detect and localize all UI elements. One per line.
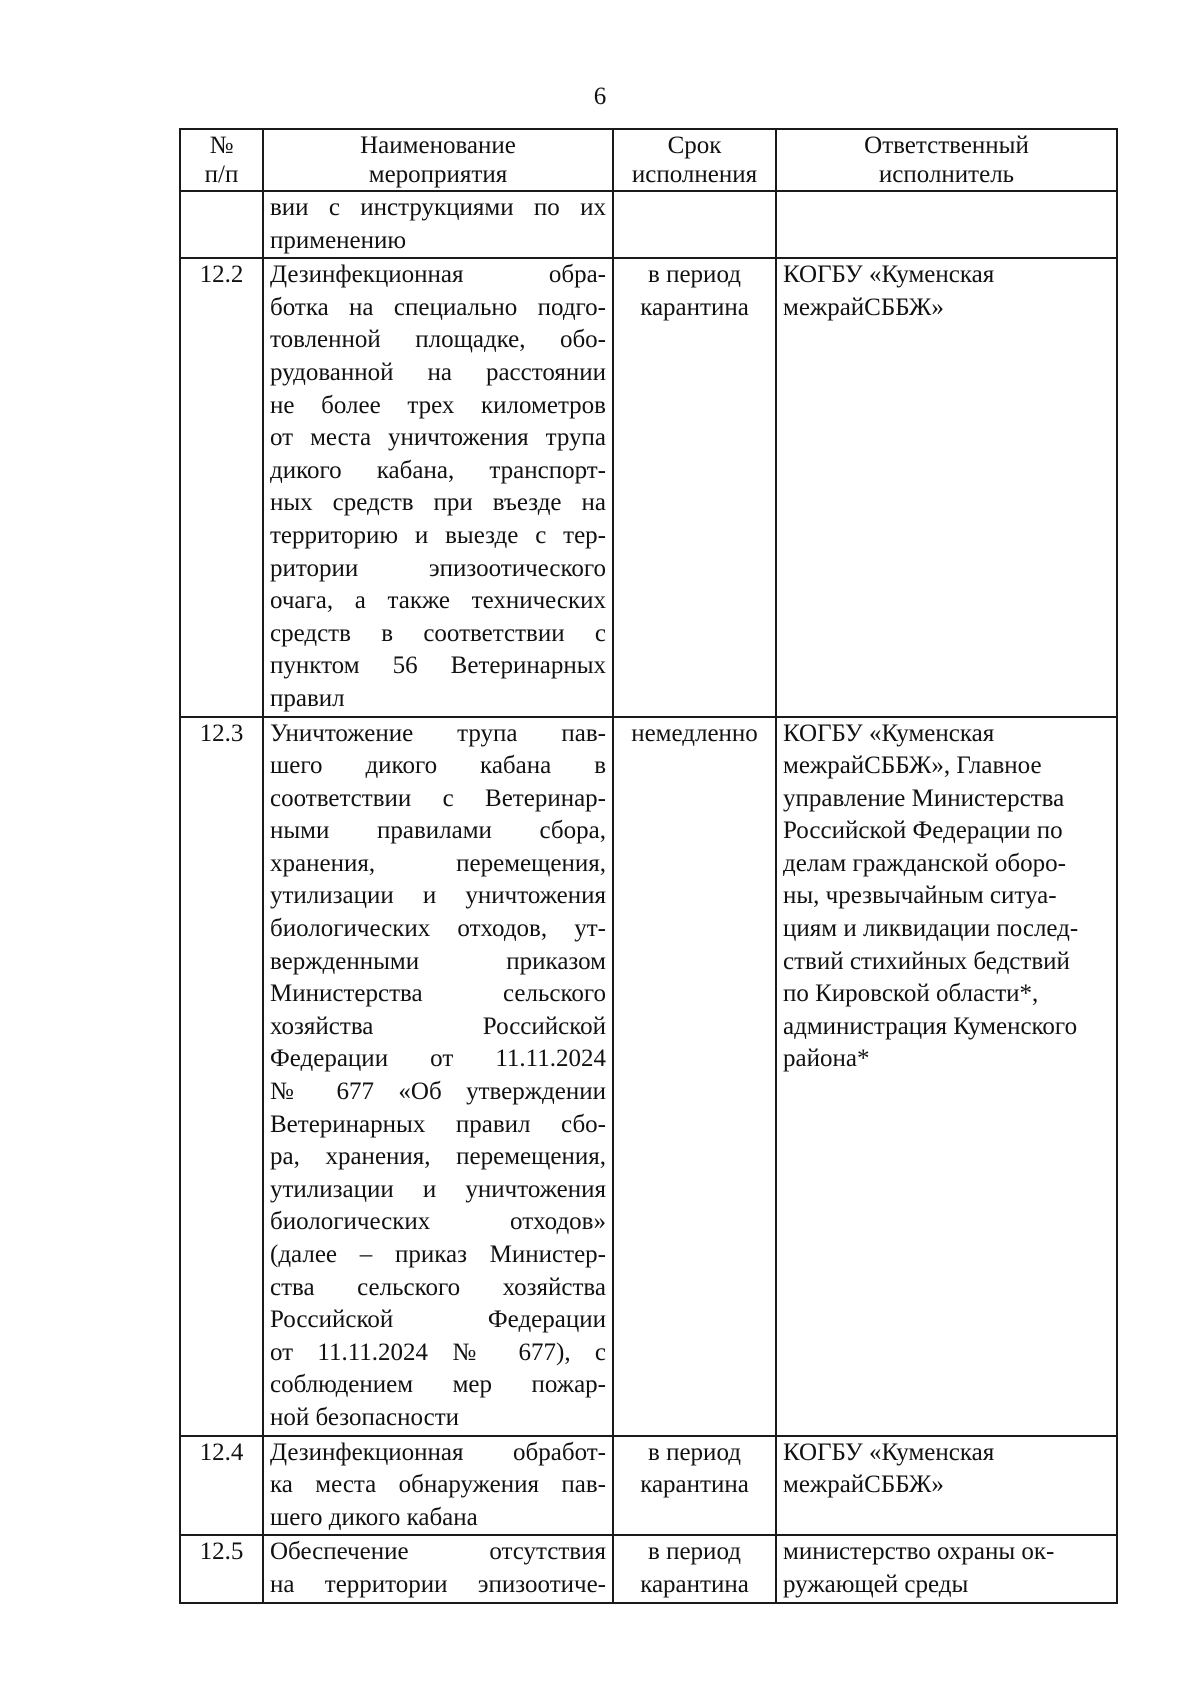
measure-line: ритории эпизоотического — [270, 554, 606, 582]
measure-line: ботка на специально подго- — [270, 293, 606, 321]
measure-line: ства сельского хозяйства — [270, 1273, 606, 1301]
measure-line: № 677 «Об утверждении — [270, 1078, 606, 1106]
row-number: 12.5 — [180, 1535, 263, 1602]
row-number: 12.2 — [180, 258, 263, 716]
measure-line: (далее – приказ Министер- — [270, 1241, 606, 1268]
responsible-line: КОГБУ «Куменская — [783, 261, 995, 289]
measure-line: средств в соответствии с — [270, 619, 606, 647]
responsible-line: администрация Куменского — [783, 1012, 1078, 1040]
responsible-line: КОГБУ «Куменская — [783, 1438, 995, 1466]
measure-line: Дезинфекционная обра- — [270, 261, 606, 289]
table-row — [180, 258, 1117, 716]
measure-line: товленной площадке, обо- — [270, 326, 606, 354]
row-deadline: в период карантина — [613, 258, 776, 716]
row-responsible — [776, 1436, 1117, 1536]
responsible-line: делам гражданской оборо- — [783, 849, 1066, 877]
measure-line: Дезинфекционная обработ- — [270, 1438, 606, 1466]
responsible-line: Российской Федерации по — [783, 817, 1063, 845]
measure-line: применению — [270, 226, 407, 254]
row-number: 12.3 — [180, 717, 263, 1436]
header-deadline: Срок исполнения — [613, 129, 776, 191]
row-deadline: в период карантина — [613, 1535, 776, 1602]
responsible-line: межрайСББЖ», Главное — [783, 752, 1042, 780]
measure-line: Федерации от 11.11.2024 — [270, 1045, 606, 1073]
measure-line: ра, хранения, перемещения, — [270, 1143, 606, 1171]
measure-line: ными правилами сбора, — [270, 817, 606, 845]
measure-line: вержденными приказом — [270, 947, 606, 975]
table-row — [180, 1436, 1117, 1536]
measure-line: ной безопасности — [270, 1403, 460, 1431]
measure-line: очага, а также технических — [270, 587, 606, 615]
row-measure-name — [263, 717, 613, 1436]
row-responsible — [776, 191, 1117, 258]
row-deadline — [613, 191, 776, 258]
measure-line: соответствии с Ветеринар- — [270, 784, 606, 812]
row-measure-name — [263, 1436, 613, 1536]
row-responsible — [776, 717, 1117, 1436]
page-number: 6 — [593, 83, 607, 110]
measure-line: ных средств при въезде на — [270, 489, 606, 517]
measure-line: шего дикого кабана — [270, 1503, 478, 1531]
responsible-line: района* — [783, 1045, 870, 1073]
responsible-line: ны, чрезвычайным ситуа- — [783, 882, 1057, 910]
measure-line: вии с инструкциями по их — [270, 194, 606, 221]
measure-line: утилизации и уничтожения — [270, 1175, 606, 1203]
measure-line: Уничтожение трупа пав- — [270, 719, 606, 747]
measure-line: Российской Федерации — [270, 1306, 606, 1334]
header-responsible: Ответственный исполнитель — [776, 129, 1117, 191]
responsible-line: министерство охраны ок- — [783, 1538, 1055, 1566]
row-responsible — [776, 1535, 1117, 1602]
measure-line: соблюдением мер пожар- — [270, 1371, 606, 1399]
measure-line: хозяйства Российской — [270, 1012, 606, 1040]
measure-line: от 11.11.2024 № 677), с — [270, 1338, 606, 1366]
row-deadline: немедленно — [613, 717, 776, 1436]
measure-line: Ветеринарных правил сбо- — [270, 1110, 606, 1138]
row-measure-name — [263, 191, 613, 258]
measure-line: дикого кабана, транспорт- — [270, 456, 606, 484]
table-row — [180, 1535, 1117, 1602]
responsible-line: циям и ликвидации послед- — [783, 915, 1079, 943]
measure-line: правил — [270, 684, 345, 712]
responsible-line: ружающей среды — [783, 1570, 969, 1598]
row-number — [180, 191, 263, 258]
responsible-line: межрайСББЖ» — [783, 1471, 944, 1499]
row-deadline: в период карантина — [613, 1436, 776, 1536]
measure-line: не более трех километров — [270, 391, 606, 419]
responsible-line: по Кировской области*, — [783, 980, 1039, 1008]
row-measure-name — [263, 258, 613, 716]
row-measure-name — [263, 1535, 613, 1602]
measure-line: на территории эпизоотиче- — [270, 1570, 606, 1598]
responsible-line: ствий стихийных бедствий — [783, 947, 1070, 975]
responsible-line: межрайСББЖ» — [783, 293, 944, 321]
measure-line: биологических отходов» — [270, 1208, 606, 1236]
measure-line: от места уничтожения трупа — [270, 424, 606, 452]
measure-line: Министерства сельского — [270, 980, 606, 1008]
measure-line: утилизации и уничтожения — [270, 882, 606, 910]
measures-table — [179, 128, 1118, 1604]
row-number: 12.4 — [180, 1436, 263, 1536]
header-number: № п/п — [180, 129, 263, 191]
responsible-line: управление Министерства — [783, 784, 1065, 812]
measure-line: территорию и выезде с тер- — [270, 521, 606, 549]
measure-line: ка места обнаружения пав- — [270, 1471, 606, 1499]
responsible-line: КОГБУ «Куменская — [783, 719, 995, 747]
table-body — [180, 191, 1117, 1603]
row-responsible — [776, 258, 1117, 716]
measure-line: пунктом 56 Ветеринарных — [270, 652, 606, 680]
table-header-row — [180, 129, 1117, 191]
header-measure-name: Наименование мероприятия — [263, 129, 613, 191]
measure-line: Обеспечение отсутствия — [270, 1538, 606, 1566]
measure-line: шего дикого кабана в — [270, 752, 606, 780]
measure-line: хранения, перемещения, — [270, 849, 606, 877]
table-row — [180, 717, 1117, 1436]
table-row — [180, 191, 1117, 258]
measure-line: рудованной на расстоянии — [270, 358, 606, 386]
measure-line: биологических отходов, ут- — [270, 915, 606, 943]
